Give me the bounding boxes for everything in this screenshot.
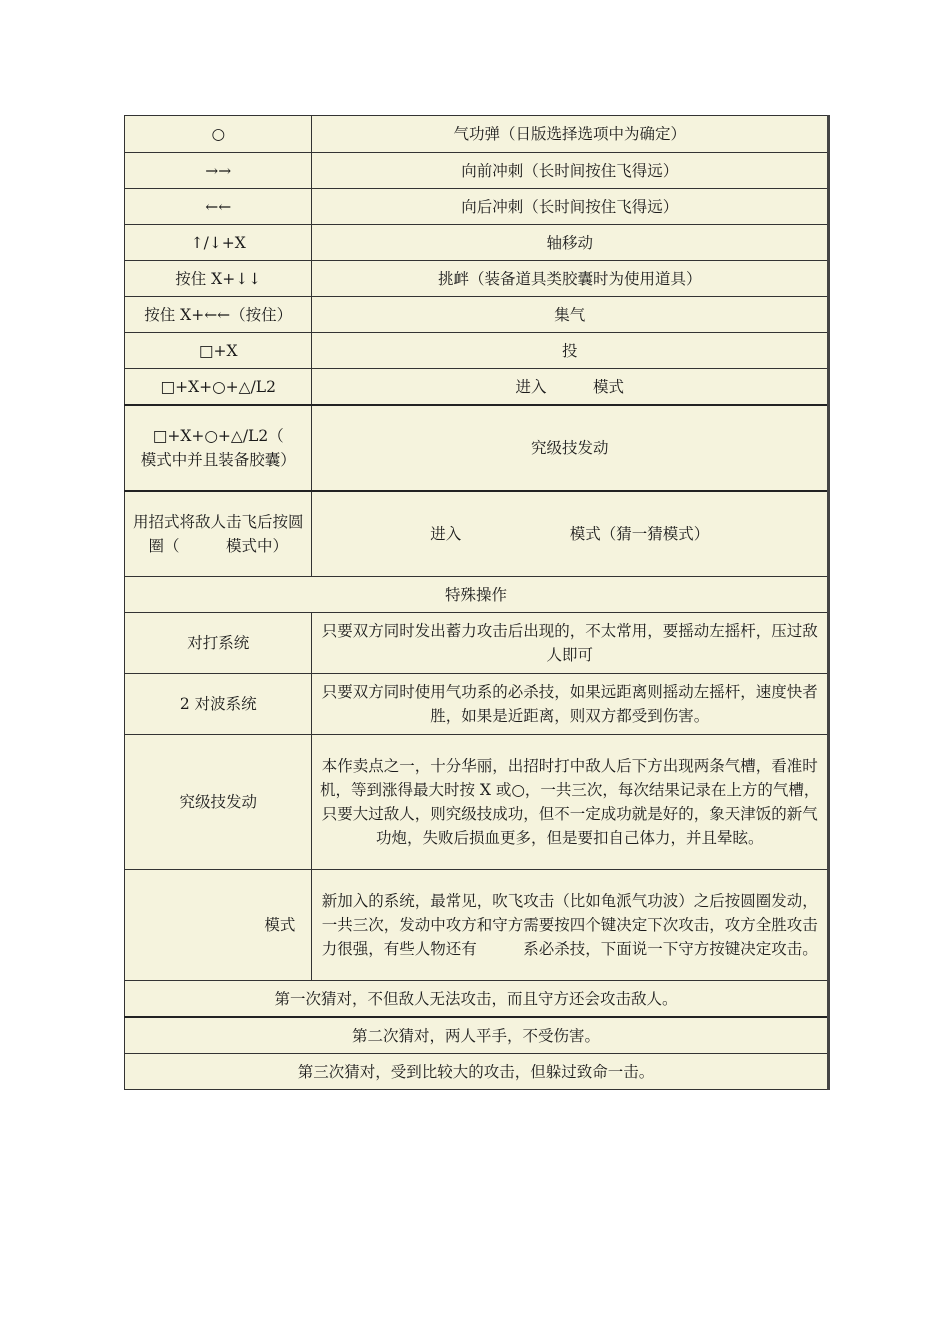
table-row xyxy=(125,674,829,735)
control-key: 按住 X+←←（按住） xyxy=(125,297,312,333)
control-action: 究级技发动 xyxy=(312,405,829,491)
table-row xyxy=(125,735,829,870)
system-name: 究级技发动 xyxy=(125,735,312,870)
control-key: →→ xyxy=(125,153,312,189)
control-key: ↑/↓+X xyxy=(125,225,312,261)
table-row xyxy=(125,405,829,491)
note-row xyxy=(125,1054,829,1090)
table-row xyxy=(125,870,829,981)
note-row xyxy=(125,1017,829,1054)
system-name: 模式 xyxy=(125,870,312,981)
note-row xyxy=(125,981,829,1018)
note-text: 第三次猜对，受到比较大的攻击，但躲过致命一击。 xyxy=(125,1054,829,1090)
document-page xyxy=(124,115,830,1090)
table-row xyxy=(125,116,829,153)
control-action: 气功弹（日版选择选项中为确定） xyxy=(312,116,829,153)
table-row xyxy=(125,189,829,225)
control-key: □+X xyxy=(125,333,312,369)
control-action: 轴移动 xyxy=(312,225,829,261)
control-action: 挑衅（装备道具类胶囊时为使用道具） xyxy=(312,261,829,297)
control-action: 集气 xyxy=(312,297,829,333)
table-row xyxy=(125,225,829,261)
section-header-row xyxy=(125,577,829,613)
table-row xyxy=(125,613,829,674)
control-action: 向前冲刺（长时间按住飞得远） xyxy=(312,153,829,189)
control-action: 进入 模式 xyxy=(312,369,829,406)
system-description: 只要双方同时使用气功系的必杀技，如果远距离则摇动左摇杆，速度快者胜，如果是近距离，则双方都受到伤害。 xyxy=(312,674,829,735)
system-description: 本作卖点之一，十分华丽，出招时打中敌人后下方出现两条气槽，看准时机，等到涨得最大时按 X 或○，一共三次，每次结果记录在上方的气槽，只要大过敌人，则究级技成功，但不一定成功就是好的，象天津饭的新气功炮，失败后损血更多，但是要扣自己体力，并且晕眩。 xyxy=(312,735,829,870)
control-key: 按住 X+↓↓ xyxy=(125,261,312,297)
control-key: □+X+○+△/L2 xyxy=(125,369,312,406)
control-action: 进入 模式（猜一猜模式） xyxy=(312,491,829,577)
table-row xyxy=(125,491,829,577)
controls-table xyxy=(124,115,830,1090)
table-row xyxy=(125,333,829,369)
table-row xyxy=(125,369,829,406)
system-description: 新加入的系统，最常见，吹飞攻击（比如龟派气功波）之后按圆圈发动，一共三次，发动中攻方和守方需要按四个键决定下次攻击，攻方全胜攻击力很强，有些人物还有 系必杀技，下面说一下守方按键决定攻击。 xyxy=(312,870,829,981)
control-key: □+X+○+△/L2（ 模式中并且装备胶囊） xyxy=(125,405,312,491)
table-row xyxy=(125,297,829,333)
note-text: 第一次猜对，不但敌人无法攻击，而且守方还会攻击敌人。 xyxy=(125,981,829,1018)
control-action: 投 xyxy=(312,333,829,369)
control-key: ○ xyxy=(125,116,312,153)
system-description: 只要双方同时发出蓄力攻击后出现的，不太常用，要摇动左摇杆，压过敌人即可 xyxy=(312,613,829,674)
table-row xyxy=(125,261,829,297)
note-text: 第二次猜对，两人平手，不受伤害。 xyxy=(125,1017,829,1054)
section-header: 特殊操作 xyxy=(125,577,829,613)
system-name: 2 对波系统 xyxy=(125,674,312,735)
system-name: 对打系统 xyxy=(125,613,312,674)
control-key: ←← xyxy=(125,189,312,225)
control-key: 用招式将敌人击飞后按圆圈（ 模式中） xyxy=(125,491,312,577)
table-row xyxy=(125,153,829,189)
control-action: 向后冲刺（长时间按住飞得远） xyxy=(312,189,829,225)
